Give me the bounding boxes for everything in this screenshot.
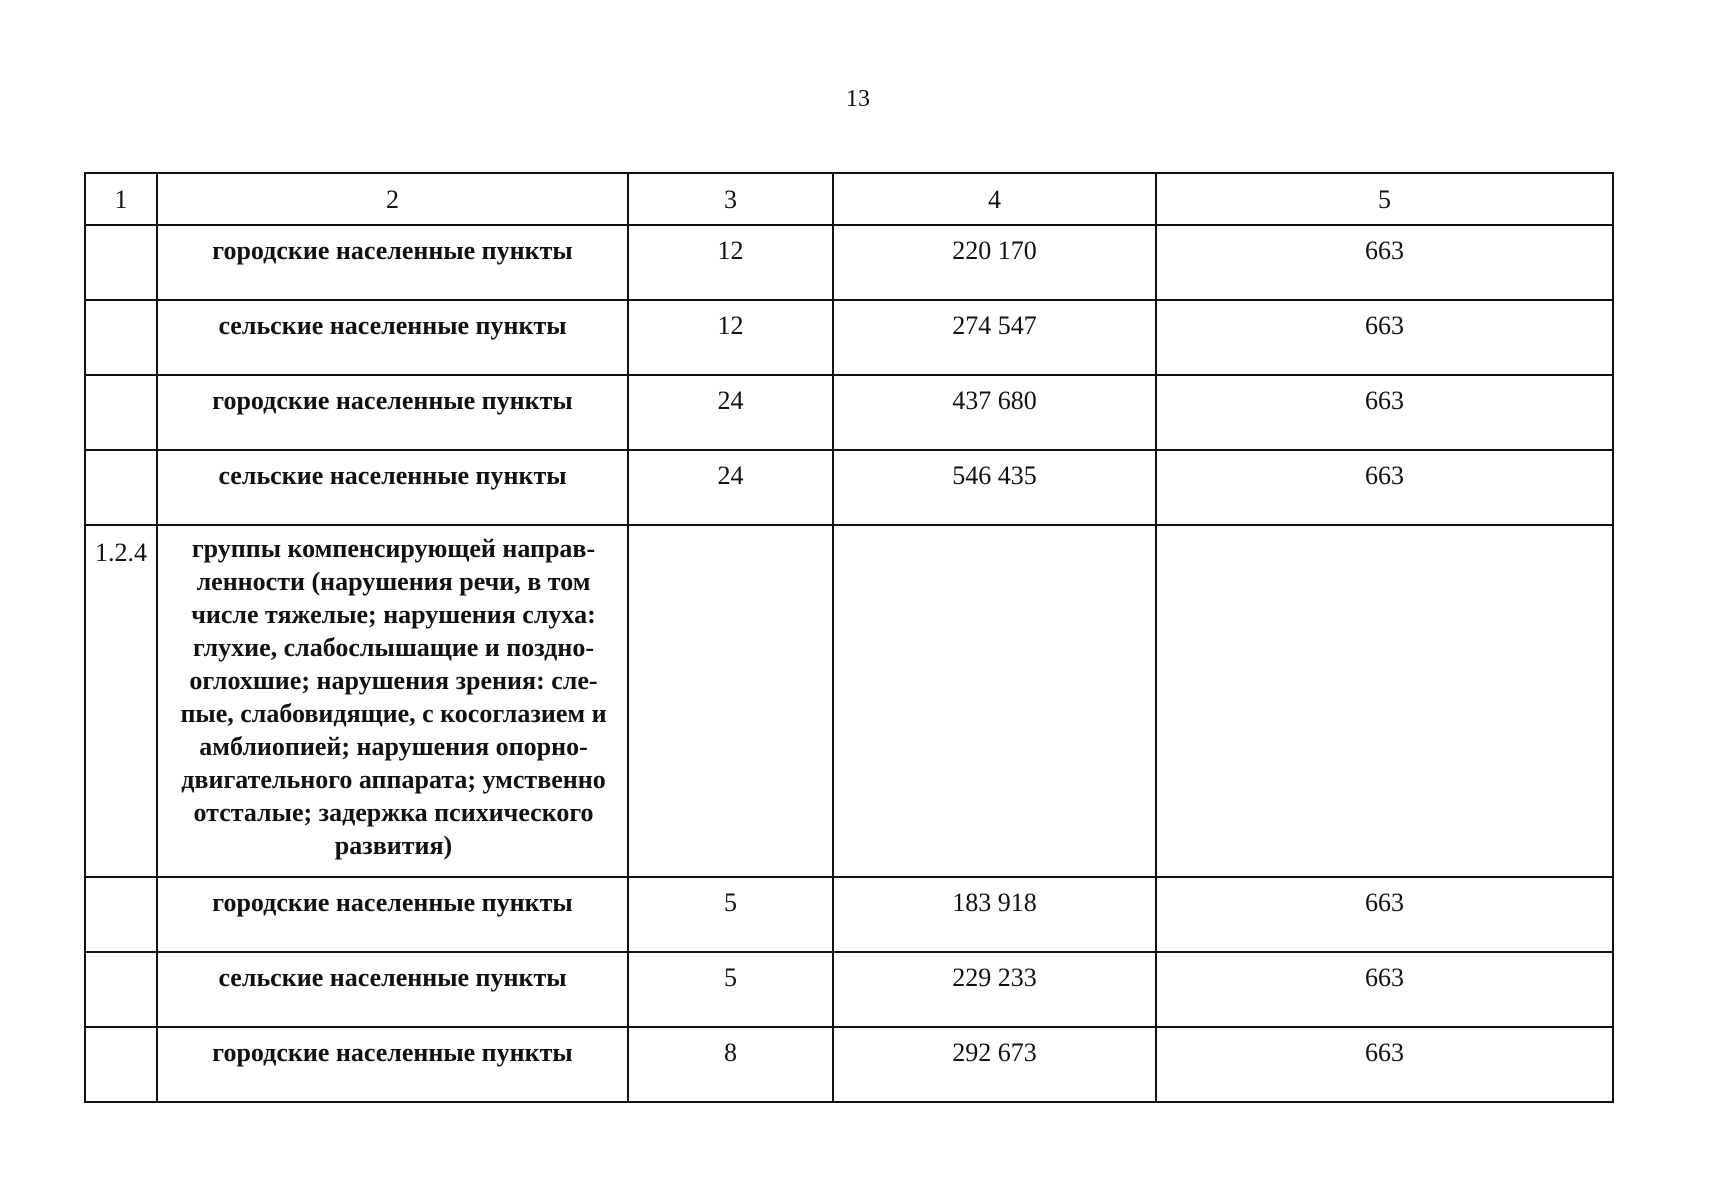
row-value-col3: 24	[628, 375, 833, 450]
row-code	[85, 300, 157, 375]
row-label: городские населенные пункты	[157, 877, 628, 952]
data-table	[84, 172, 1614, 1103]
row-code	[85, 450, 157, 525]
row-value-col4: 274 547	[833, 300, 1156, 375]
row-value-col5: 663	[1156, 877, 1613, 952]
row-code	[85, 877, 157, 952]
row-value-col3: 8	[628, 1027, 833, 1102]
row-value-col3: 24	[628, 450, 833, 525]
row-label: городские населенные пункты	[157, 1027, 628, 1102]
column-header: 3	[628, 173, 833, 225]
row-value-col4: 229 233	[833, 952, 1156, 1027]
table-row	[85, 1027, 1613, 1102]
row-value-col5: 663	[1156, 1027, 1613, 1102]
table-row	[85, 877, 1613, 952]
table-header-row	[85, 173, 1613, 225]
section-empty-cell	[833, 525, 1156, 877]
row-value-col3: 5	[628, 877, 833, 952]
row-code	[85, 225, 157, 300]
section-description: группы компенсирующей направ-ленности (нарушения речи, в том числе тяжелые; нарушения слуха: глухие, слабослышащие и поздно-оглохшие; нарушения зрения: сле-пые, слабовидящие, с косоглазием и амблиопией; нарушения опорно-двигательного аппарата; умственно отсталые; задержка психического развития)	[157, 525, 628, 877]
row-value-col3: 12	[628, 225, 833, 300]
row-value-col4: 292 673	[833, 1027, 1156, 1102]
table-row	[85, 952, 1613, 1027]
column-header: 5	[1156, 173, 1613, 225]
row-value-col5: 663	[1156, 300, 1613, 375]
table-row	[85, 450, 1613, 525]
row-value-col5: 663	[1156, 375, 1613, 450]
row-label: городские населенные пункты	[157, 375, 628, 450]
section-empty-cell	[1156, 525, 1613, 877]
row-value-col4: 546 435	[833, 450, 1156, 525]
table-row	[85, 300, 1613, 375]
column-header: 4	[833, 173, 1156, 225]
row-code	[85, 952, 157, 1027]
table-row	[85, 225, 1613, 300]
section-code: 1.2.4	[85, 525, 157, 877]
row-label: сельские населенные пункты	[157, 450, 628, 525]
column-header: 1	[85, 173, 157, 225]
row-value-col3: 5	[628, 952, 833, 1027]
section-empty-cell	[628, 525, 833, 877]
table-row	[85, 375, 1613, 450]
column-header: 2	[157, 173, 628, 225]
row-value-col5: 663	[1156, 225, 1613, 300]
section-row	[85, 525, 1613, 877]
row-value-col4: 220 170	[833, 225, 1156, 300]
row-label: городские населенные пункты	[157, 225, 628, 300]
row-value-col5: 663	[1156, 450, 1613, 525]
row-value-col4: 183 918	[833, 877, 1156, 952]
row-label: сельские населенные пункты	[157, 300, 628, 375]
row-code	[85, 1027, 157, 1102]
row-value-col3: 12	[628, 300, 833, 375]
row-label: сельские населенные пункты	[157, 952, 628, 1027]
page-number: 13	[846, 86, 870, 112]
row-code	[85, 375, 157, 450]
row-value-col5: 663	[1156, 952, 1613, 1027]
row-value-col4: 437 680	[833, 375, 1156, 450]
